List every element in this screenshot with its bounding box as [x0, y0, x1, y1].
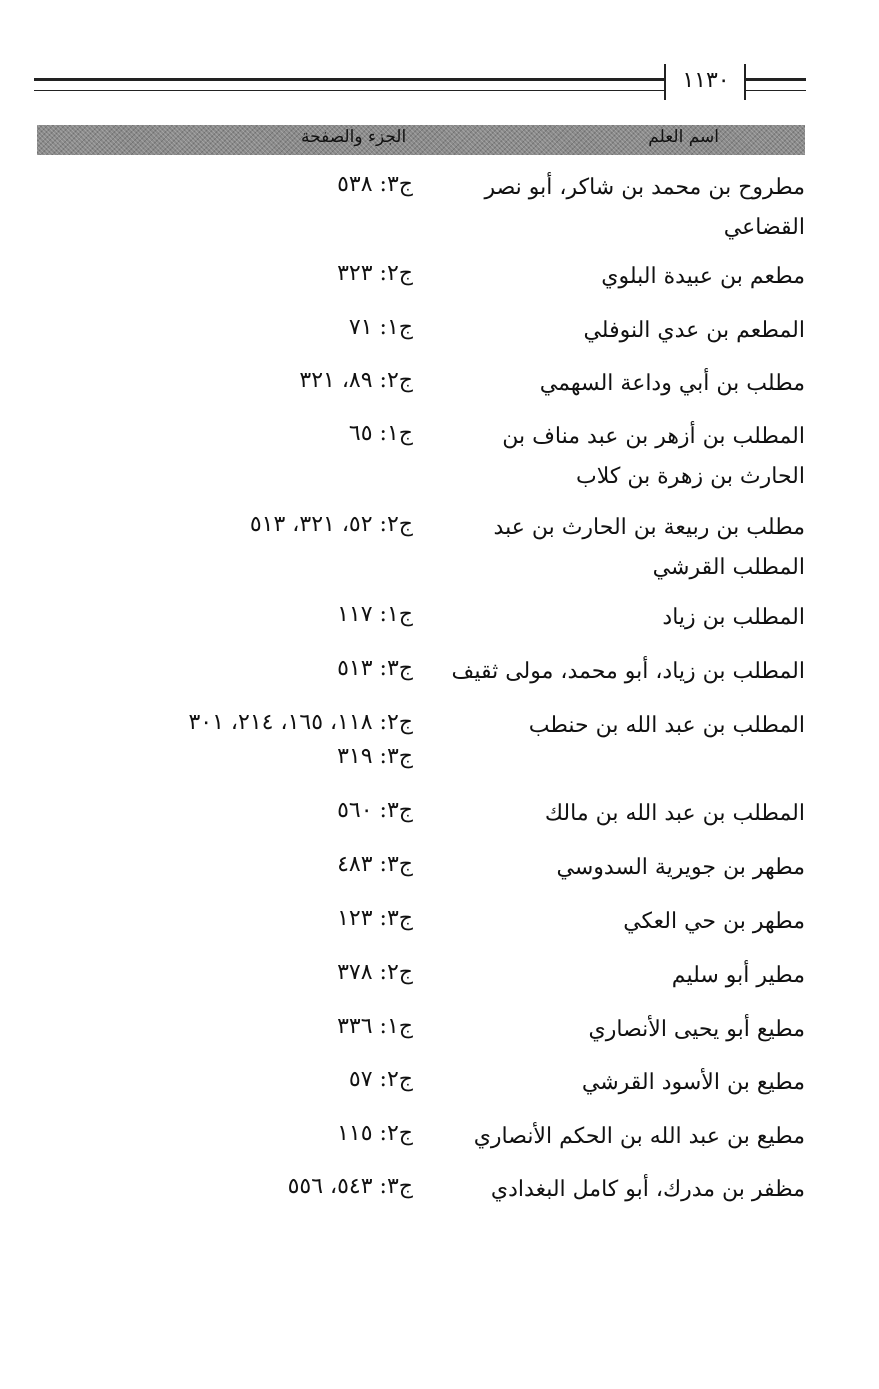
entry-name: مطهر بن جويرية السدوسي	[556, 855, 805, 880]
entry-name: المطلب بن زياد	[662, 605, 805, 630]
entry-reference	[53, 598, 413, 632]
entry-reference-line: ج٢: ١١٨، ١٦٥، ٢١٤، ٣٠١	[188, 710, 413, 735]
entry-name: مطلب بن أبي وداعة السهمي	[539, 371, 805, 396]
column-reference-heading: الجزء والصفحة	[301, 127, 407, 147]
entry-reference-line: ج٣: ٥٤٣، ٥٥٦	[287, 1174, 413, 1199]
entry-reference-line: ج٣: ٥٣٨	[337, 172, 413, 197]
entry-reference	[53, 1170, 413, 1204]
entry-reference-line: ج١: ٦٥	[348, 421, 413, 446]
entry-reference	[53, 848, 413, 882]
entry-name: مطيع بن عبد الله بن الحكم الأنصاري	[473, 1124, 805, 1149]
entry-name: المطلب بن عبد الله بن حنطب	[528, 713, 805, 738]
entry-reference-line: ج٢: ٥٧	[348, 1067, 413, 1092]
entry-reference-line: ج١: ١١٧	[337, 602, 413, 627]
entry-name: المطلب بن أزهر بن عبد مناف بن الحارث بن زهرة بن كلاب	[502, 424, 805, 489]
entry-reference	[53, 257, 413, 291]
entry-reference	[53, 364, 413, 398]
entry-reference	[53, 652, 413, 686]
entry-reference-line: ج١: ٣٣٦	[337, 1014, 413, 1039]
entry-reference	[53, 417, 413, 451]
entry-reference-line: ج٢: ٣٧٨	[337, 960, 413, 985]
entry-reference-line: ج٢: ١١٥	[337, 1121, 413, 1146]
entry-name: المطلب بن عبد الله بن مالك	[544, 801, 805, 826]
entry-reference-line: ج٢: ٣٢٣	[337, 261, 413, 286]
entry-name: مطيع أبو يحيى الأنصاري	[588, 1017, 805, 1042]
entry-name: مطعم بن عبيدة البلوي	[601, 264, 805, 289]
entry-reference	[53, 311, 413, 345]
entry-reference-line: ج٣: ٣١٩	[337, 744, 413, 769]
entry-reference-line: ج٢: ٨٩، ٣٢١	[299, 368, 413, 393]
entry-name: مطهر بن حي العكي	[623, 909, 805, 934]
entry-reference-line: ج٣: ٥٦٠	[337, 798, 413, 823]
entry-reference	[53, 956, 413, 990]
entry-name: مطروح بن محمد بن شاكر، أبو نصر القضاعي	[484, 175, 805, 240]
entry-reference	[53, 1010, 413, 1044]
entry-name: المطعم بن عدي النوفلي	[583, 318, 805, 343]
entry-reference-line: ج١: ٧١	[348, 315, 413, 340]
entry-reference	[53, 706, 413, 774]
page-number: ١١٣٠	[682, 68, 730, 93]
entry-reference	[53, 508, 413, 542]
entry-reference-line: ج٣: ٥١٣	[337, 656, 413, 681]
entry-reference	[53, 1063, 413, 1097]
entry-name: المطلب بن زياد، أبو محمد، مولى ثقيف	[451, 659, 805, 684]
entry-name: مطير أبو سليم	[671, 963, 805, 988]
entry-name: مظفر بن مدرك، أبو كامل البغدادي	[490, 1177, 805, 1202]
entry-reference-line: ج٣: ١٢٣	[337, 906, 413, 931]
entry-name: مطلب بن ربيعة بن الحارث بن عبد المطلب القرشي	[493, 515, 805, 580]
entry-reference	[53, 902, 413, 936]
entry-reference	[53, 1117, 413, 1151]
column-name-heading: اسم العلم	[648, 127, 719, 147]
entry-reference	[53, 168, 413, 202]
entry-name: مطيع بن الأسود القرشي	[581, 1070, 805, 1095]
entry-reference	[53, 794, 413, 828]
entry-reference-line: ج٣: ٤٨٣	[337, 852, 413, 877]
entry-reference-line: ج٢: ٥٢، ٣٢١، ٥١٣	[249, 512, 413, 537]
